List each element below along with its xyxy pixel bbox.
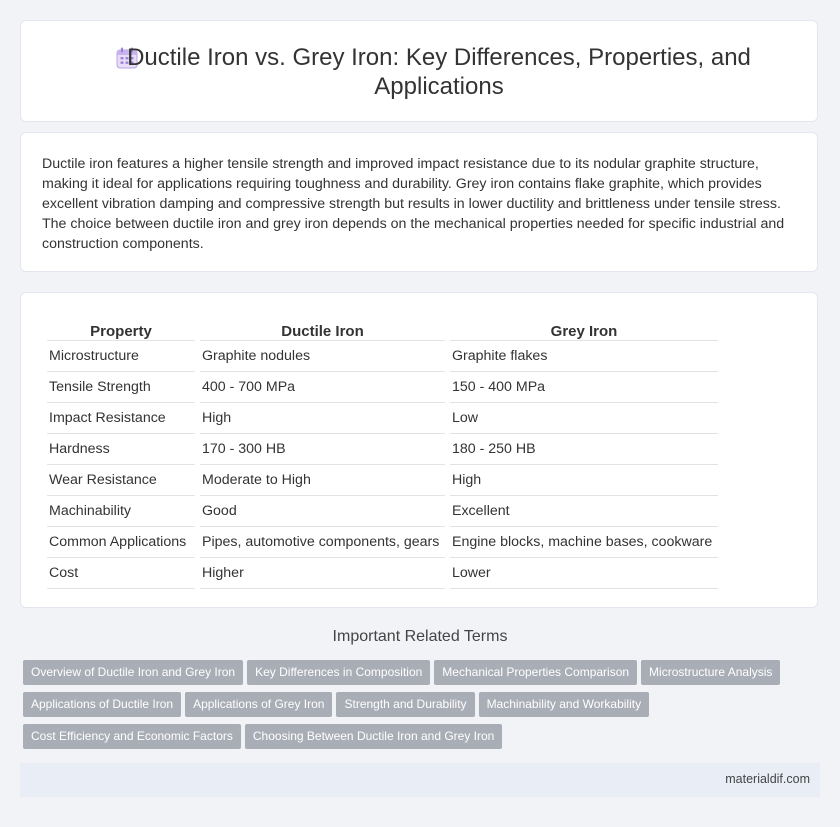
comparison-table: [42, 313, 723, 589]
comparison-table-card: [20, 292, 818, 608]
ductile-iron-cell: Higher: [200, 558, 445, 589]
property-cell: Hardness: [47, 434, 195, 465]
table-row: [47, 527, 718, 558]
grey-iron-cell: High: [450, 465, 718, 496]
title-card: [20, 20, 818, 122]
grey-iron-cell: Low: [450, 403, 718, 434]
grey-iron-cell: Excellent: [450, 496, 718, 527]
related-term-tag[interactable]: Applications of Grey Iron: [185, 692, 332, 717]
property-cell: Wear Resistance: [47, 465, 195, 496]
related-term-tag[interactable]: Strength and Durability: [336, 692, 474, 717]
ductile-iron-cell: Pipes, automotive components, gears: [200, 527, 445, 558]
property-cell: Tensile Strength: [47, 372, 195, 403]
related-term-tag[interactable]: Machinability and Workability: [479, 692, 650, 717]
related-term-tag[interactable]: Overview of Ductile Iron and Grey Iron: [23, 660, 243, 685]
column-header-grey-iron: Grey Iron: [450, 313, 718, 341]
ductile-iron-cell: 170 - 300 HB: [200, 434, 445, 465]
table-row: [47, 403, 718, 434]
page-title: Ductile Iron vs. Grey Iron: Key Differences, Properties, and Applications: [127, 44, 751, 100]
grey-iron-cell: Graphite flakes: [450, 341, 718, 372]
related-term-tag[interactable]: Key Differences in Composition: [247, 660, 430, 685]
property-cell: Microstructure: [47, 341, 195, 372]
related-term-tag[interactable]: Cost Efficiency and Economic Factors: [23, 724, 241, 749]
ductile-iron-cell: Moderate to High: [200, 465, 445, 496]
table-row: [47, 434, 718, 465]
property-cell: Impact Resistance: [47, 403, 195, 434]
related-terms-heading: Important Related Terms: [332, 628, 508, 645]
table-header-row: [47, 313, 718, 341]
property-cell: Common Applications: [47, 527, 195, 558]
summary-paragraph: Ductile iron features a higher tensile strength and improved impact resistance due to its nodular graphite structure, making it ideal for applications requiring toughness and durability. Grey iron contains flake graphite, which provides excellent vibration damping and compressive strength but results in lower ductility and brittleness under tensile stress. The choice between ductile iron and grey iron depends on the mechanical properties needed for specific industrial and construction components.: [42, 156, 785, 252]
related-term-tag[interactable]: Choosing Between Ductile Iron and Grey Iron: [245, 724, 502, 749]
ductile-iron-cell: Graphite nodules: [200, 341, 445, 372]
related-terms-list: [23, 660, 813, 756]
column-header-ductile-iron: Ductile Iron: [200, 313, 445, 341]
footer-bar: [20, 763, 820, 797]
site-name[interactable]: materialdif.com: [725, 772, 810, 786]
ductile-iron-cell: 400 - 700 MPa: [200, 372, 445, 403]
ductile-iron-cell: Good: [200, 496, 445, 527]
grey-iron-cell: 180 - 250 HB: [450, 434, 718, 465]
table-row: [47, 496, 718, 527]
table-row: [47, 341, 718, 372]
column-header-property: Property: [47, 313, 195, 341]
related-term-tag[interactable]: Applications of Ductile Iron: [23, 692, 181, 717]
table-row: [47, 372, 718, 403]
table-row: [47, 558, 718, 589]
property-cell: Machinability: [47, 496, 195, 527]
grey-iron-cell: 150 - 400 MPa: [450, 372, 718, 403]
related-term-tag[interactable]: Microstructure Analysis: [641, 660, 780, 685]
ductile-iron-cell: High: [200, 403, 445, 434]
summary-card: [20, 132, 818, 272]
grey-iron-cell: Lower: [450, 558, 718, 589]
property-cell: Cost: [47, 558, 195, 589]
table-row: [47, 465, 718, 496]
related-term-tag[interactable]: Mechanical Properties Comparison: [434, 660, 637, 685]
grey-iron-cell: Engine blocks, machine bases, cookware: [450, 527, 718, 558]
